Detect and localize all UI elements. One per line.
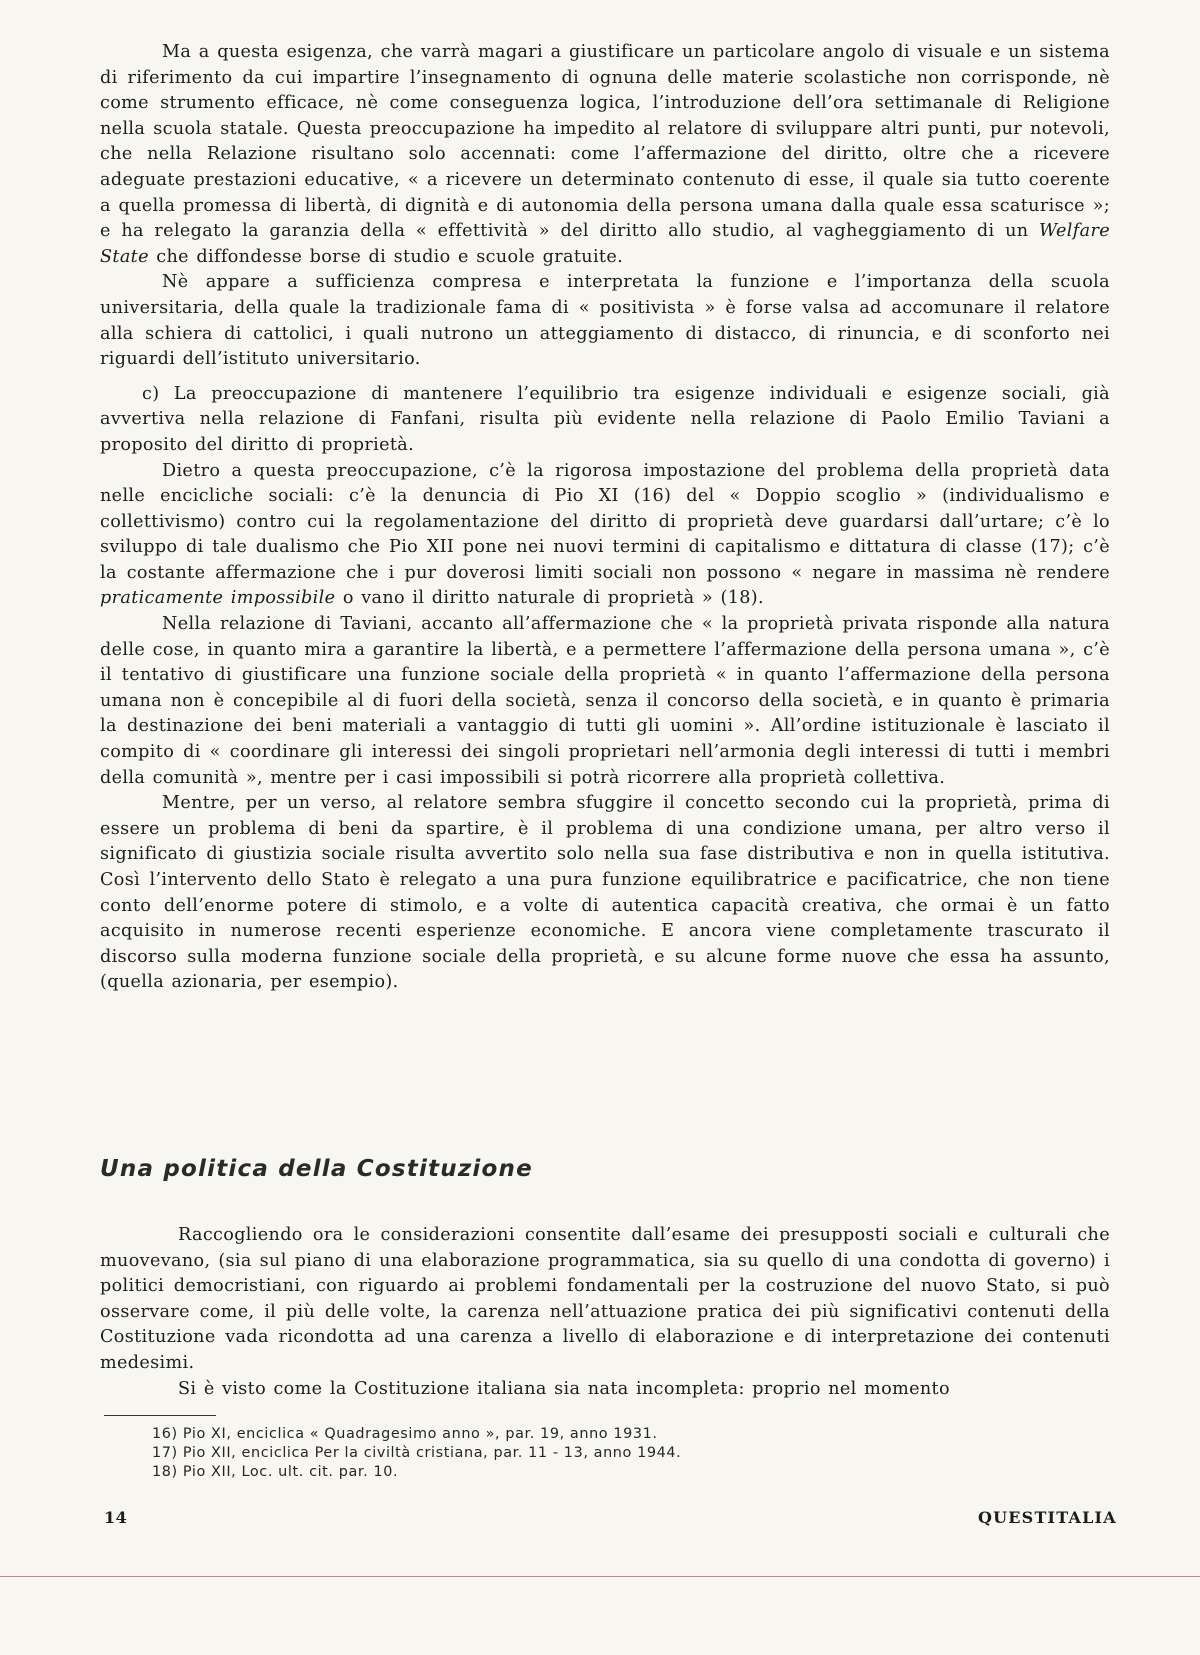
paragraph-text: che diffondesse borse di studio e scuole gratuite.	[148, 246, 624, 267]
footnote: 18) Pio XII, Loc. ult. cit. par. 10.	[152, 1464, 399, 1480]
running-title: QUESTITALIA	[978, 1508, 1117, 1527]
footnotes	[152, 1425, 1052, 1482]
paragraph: Mentre, per un verso, al relatore sembra sfuggire il concetto secondo cui la proprietà, prima di essere un problema di beni da spartire, è il problema di una condizione umana, per altro verso il significato di giustizia sociale risulta avvertito solo nella sua fase distributiva e non in quella istitutiva. Così l’intervento dello Stato è relegato a una pura funzione equilibratrice e pacificatrice, che non tiene conto dell’enorme potere di stimolo, e a volte di autentica capacità creativa, che ormai è un fatto acquisito in numerose recenti esperienze economiche. E ancora viene completamente trascurato il discorso sulla moderna funzione sociale della proprietà, e su alcune forme nuove che essa ha assunto, (quella azionaria, per esempio).	[100, 793, 1110, 993]
paragraph-text: o vano il diritto naturale di proprietà » (18).	[335, 588, 764, 609]
section-heading: Una politica della Costituzione	[100, 1156, 533, 1182]
paragraph: Si è visto come la Costituzione italiana sia nata incompleta: proprio nel momento	[178, 1378, 950, 1399]
page-number: 14	[104, 1508, 128, 1527]
paragraph: c) La preoccupazione di mantenere l’equilibrio tra esigenze individuali e esigenze sociali, già avvertiva nella relazione di Fanfani, risulta più evidente nella relazione di Paolo Emilio Taviani a proposito del diritto di proprietà.	[100, 383, 1110, 455]
footer-divider	[0, 1576, 1200, 1577]
paragraph	[100, 40, 1110, 270]
article-body	[100, 40, 1110, 996]
paragraph: Raccogliendo ora le considerazioni consentite dall’esame dei presupposti sociali e culturali che muovevano, (sia sul piano di una elaborazione programmatica, sia su quello di una condotta di governo) i politici democristiani, con riguardo ai problemi fondamentali per la costruzione del nuovo Stato, si può osservare come, il più delle volte, la carenza nell’attuazione pratica dei più significativi contenuti della Costituzione vada ricondotta ad una carenza a livello di elaborazione e di interpretazione dei contenuti medesimi.	[100, 1225, 1110, 1373]
footnote: 17) Pio XII, enciclica Per la civiltà cristiana, par. 11 - 13, anno 1944.	[152, 1445, 682, 1461]
section-body	[100, 1223, 1110, 1402]
footnote-divider	[104, 1415, 216, 1416]
footnote: 16) Pio XI, enciclica « Quadragesimo anno », par. 19, anno 1931.	[152, 1426, 658, 1442]
paragraph: Nella relazione di Taviani, accanto all’affermazione che « la proprietà privata risponde alla natura delle cose, in quanto mira a garantire la libertà, e a permettere l’affermazione della persona umana », c’è il tentativo di giustificare una funzione sociale della proprietà « in quanto l’affermazione della persona umana non è concepibile al di fuori della società, senza il concorso della società, e in quanto è primaria la destinazione dei beni materiali a vantaggio di tutti gli uomini ». All’ordine istituzionale è lasciato il compito di « coordinare gli interessi dei singoli proprietari nell’armonia degli interessi di tutti i membri della comunità », mentre per i casi impossibili si potrà ricorrere alla proprietà collettiva.	[100, 614, 1110, 788]
italic-term: praticamente impossibile	[100, 588, 336, 609]
paragraph-text: Dietro a questa preoccupazione, c’è la rigorosa impostazione del problema della proprietà data nelle encicliche sociali: c’è la denuncia di Pio XI (16) del « Doppio scoglio » (individualismo e collettivismo) contro cui la regolamentazione del diritto di proprietà deve guardarsi dall’urtare; c’è lo sviluppo di tale dualismo che Pio XII pone nei nuovi termini di capitalismo e dittatura di classe (17); c’è la costante affermazione che i pur doverosi limiti sociali non possono « negare in massima nè rendere	[100, 460, 1110, 583]
italic-term: Welfare State	[100, 221, 1110, 267]
paragraph-text: Ma a questa esigenza, che varrà magari a giustificare un particolare angolo di visuale e un sistema di riferimento da cui impartire l’insegnamento di ognuna delle materie scolastiche non corrisponde, nè come strumento efficace, nè come conseguenza logica, l’introduzione dell’ora settimanale di Religione nella scuola statale. Questa preoccupazione ha impedito al relatore di sviluppare altri punti, pur notevoli, che nella Relazione risultano solo accennati: come l’affermazione del diritto, oltre che a ricevere adeguate prestazioni educative, « a ricevere un determinato contenuto di esse, il quale sia tutto coerente a quella promessa di libertà, di dignità e di autonomia della persona umana dalla quale essa scaturisce »; e ha relegato la garanzia della « effettività » del diritto allo studio, al vagheggiamento di un	[100, 42, 1110, 242]
paragraph	[100, 459, 1110, 613]
paragraph: Nè appare a sufficienza compresa e interpretata la funzione e l’importanza della scuola universitaria, della quale la tradizionale fama di « positivista » è forse valsa ad accomunare il relatore alla schiera di cattolici, i quali nutrono un atteggiamento di distacco, di rinuncia, e di sconforto nei riguardi dell’istituto universitario.	[100, 272, 1110, 370]
